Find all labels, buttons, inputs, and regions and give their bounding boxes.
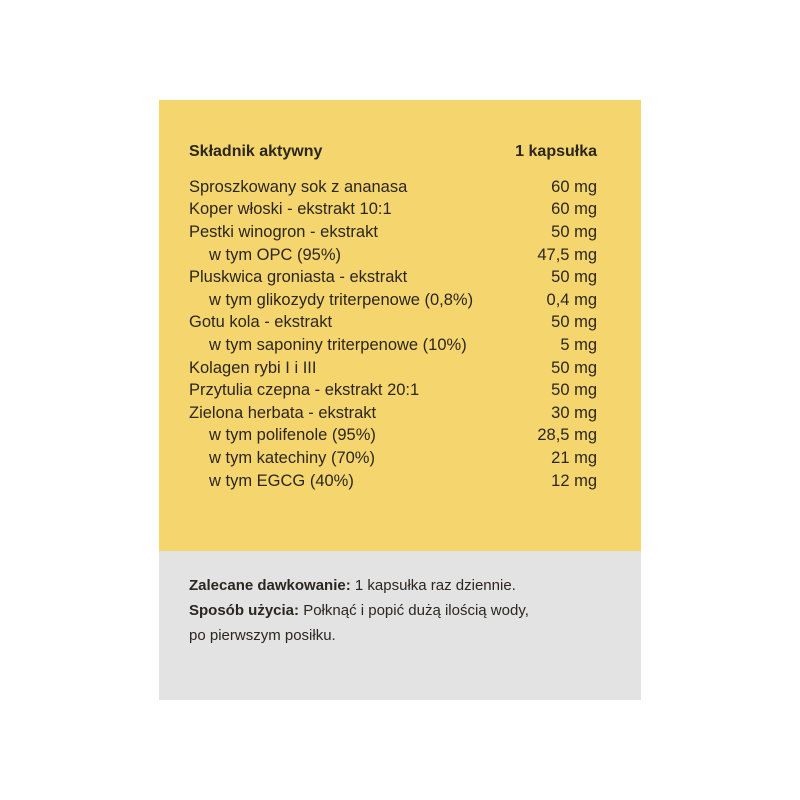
dosage-label: Zalecane dawkowanie:	[189, 577, 351, 594]
ingredient-amount: 30 mg	[551, 403, 597, 422]
ingredient-amount: 60 mg	[551, 200, 597, 219]
method-label: Sposób użycia:	[189, 602, 300, 619]
ingredient-row	[189, 266, 597, 289]
ingredient-row	[189, 221, 597, 244]
ingredient-name: w tym polifenole (95%)	[209, 426, 376, 445]
ingredient-row	[189, 312, 597, 335]
ingredient-amount: 50 mg	[551, 222, 597, 241]
ingredient-row	[189, 425, 597, 448]
ingredient-name: Pluskwica groniasta - ekstrakt	[189, 268, 408, 287]
ingredient-name: w tym katechiny (70%)	[209, 448, 375, 467]
ingredient-amount: 28,5 mg	[537, 426, 597, 445]
ingredient-amount: 50 mg	[551, 313, 597, 332]
ingredient-row	[189, 334, 597, 357]
ingredient-column-heading: Składnik aktywny	[189, 143, 323, 160]
ingredient-row	[189, 379, 597, 402]
usage-instructions	[189, 573, 621, 648]
ingredient-amount: 12 mg	[551, 471, 597, 490]
ingredient-name: Zielona herbata - ekstrakt	[189, 403, 377, 422]
ingredient-amount: 50 mg	[551, 381, 597, 400]
ingredient-row	[189, 176, 597, 199]
supplement-label	[159, 100, 641, 700]
ingredient-row	[189, 244, 597, 267]
ingredient-name: w tym saponiny triterpenowe (10%)	[209, 335, 467, 354]
ingredient-name: Sproszkowany sok z ananasa	[189, 177, 408, 196]
ingredient-name: Pestki winogron - ekstrakt	[189, 222, 378, 241]
dosage-text: 1 kapsułka raz dziennie.	[350, 577, 516, 594]
ingredient-name: w tym glikozydy triterpenowe (0,8%)	[209, 290, 474, 309]
ingredient-amount: 5 mg	[560, 335, 597, 354]
ingredient-amount: 50 mg	[551, 268, 597, 287]
ingredient-name: Kolagen rybi I i III	[189, 358, 317, 377]
ingredient-row	[189, 289, 597, 312]
method-line-continued: po pierwszym posiłku.	[189, 627, 336, 644]
ingredient-row	[189, 470, 597, 493]
ingredient-amount: 50 mg	[551, 358, 597, 377]
ingredient-amount: 60 mg	[551, 177, 597, 196]
ingredient-row	[189, 447, 597, 470]
dosage-line	[189, 573, 621, 598]
ingredient-row	[189, 357, 597, 380]
method-text: Połknąć i popić dużą ilością wody,	[299, 602, 529, 619]
ingredient-name: Przytulia czepna - ekstrakt 20:1	[189, 381, 420, 400]
ingredients-list	[189, 176, 597, 492]
ingredient-row	[189, 402, 597, 425]
ingredients-panel	[159, 100, 641, 551]
ingredient-name: Gotu kola - ekstrakt	[189, 313, 333, 332]
ingredient-amount: 47,5 mg	[537, 245, 597, 264]
method-line	[189, 598, 621, 623]
ingredient-name: Koper włoski - ekstrakt 10:1	[189, 200, 392, 219]
usage-panel	[159, 551, 641, 700]
ingredient-amount: 0,4 mg	[546, 290, 597, 309]
ingredients-header	[189, 140, 597, 164]
ingredient-row	[189, 199, 597, 222]
dose-column-heading: 1 kapsułka	[515, 143, 597, 160]
ingredient-amount: 21 mg	[551, 448, 597, 467]
ingredient-name: w tym OPC (95%)	[209, 245, 342, 264]
ingredient-name: w tym EGCG (40%)	[209, 471, 354, 490]
